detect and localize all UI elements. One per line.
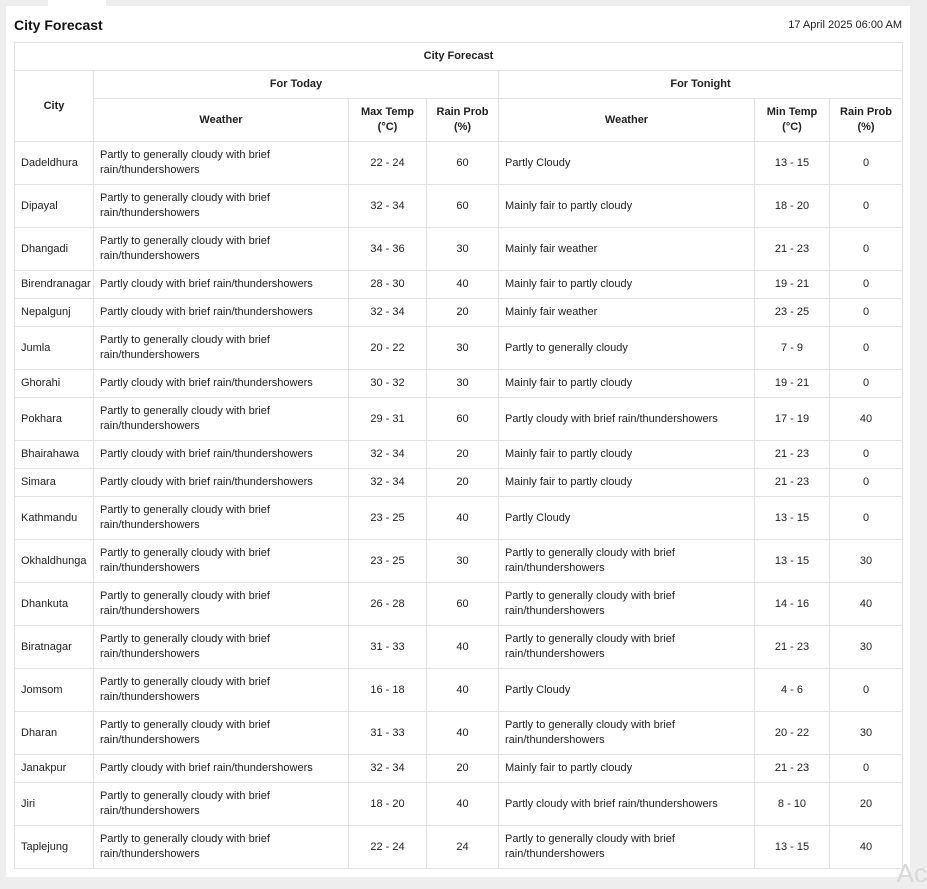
cell-city: Dharan — [15, 712, 94, 755]
table-row — [15, 441, 903, 469]
cell-tonight-weather: Partly Cloudy — [499, 497, 755, 540]
cell-tonight-rain: 0 — [830, 142, 903, 185]
min-temp-label: Min Temp — [766, 106, 818, 118]
col-header-today-rain-prob — [427, 99, 499, 142]
cell-today-weather: Partly to generally cloudy with brief rain/thundershowers — [94, 826, 349, 869]
cell-today-rain: 40 — [427, 497, 499, 540]
cell-tonight-weather: Partly Cloudy — [499, 142, 755, 185]
cell-tonight-weather: Mainly fair to partly cloudy — [499, 370, 755, 398]
cell-tonight-rain: 0 — [830, 370, 903, 398]
cell-today-weather: Partly to generally cloudy with brief rain/thundershowers — [94, 783, 349, 826]
cell-city: Bhairahawa — [15, 441, 94, 469]
cell-tonight-weather: Partly cloudy with brief rain/thundershowers — [499, 783, 755, 826]
cell-city: Jiri — [15, 783, 94, 826]
cell-tonight-weather: Mainly fair to partly cloudy — [499, 271, 755, 299]
cell-today-weather: Partly to generally cloudy with brief rain/thundershowers — [94, 142, 349, 185]
cell-tonight-rain: 30 — [830, 626, 903, 669]
cell-tonight-rain: 0 — [830, 755, 903, 783]
cell-max-temp: 31 - 33 — [349, 626, 427, 669]
max-temp-unit: (°C) — [377, 121, 398, 133]
table-row — [15, 185, 903, 228]
cell-city: Ghorahi — [15, 370, 94, 398]
cell-city: Nepalgunj — [15, 299, 94, 327]
cell-max-temp: 26 - 28 — [349, 583, 427, 626]
cell-min-temp: 4 - 6 — [755, 669, 830, 712]
cell-tonight-weather: Partly to generally cloudy with brief rain/thundershowers — [499, 626, 755, 669]
cell-today-weather: Partly to generally cloudy with brief rain/thundershowers — [94, 185, 349, 228]
col-header-city: City — [15, 71, 94, 142]
cell-max-temp: 22 - 24 — [349, 142, 427, 185]
cell-tonight-weather: Partly to generally cloudy — [499, 327, 755, 370]
table-row — [15, 755, 903, 783]
table-row — [15, 783, 903, 826]
cell-city: Jumla — [15, 327, 94, 370]
cell-min-temp: 19 - 21 — [755, 370, 830, 398]
table-caption: City Forecast — [15, 43, 903, 71]
cell-city: Taplejung — [15, 826, 94, 869]
cell-max-temp: 34 - 36 — [349, 228, 427, 271]
group-header-today: For Today — [94, 71, 499, 99]
cell-city: Dhangadi — [15, 228, 94, 271]
cell-tonight-rain: 0 — [830, 228, 903, 271]
cell-max-temp: 31 - 33 — [349, 712, 427, 755]
cell-min-temp: 20 - 22 — [755, 712, 830, 755]
forecast-datetime: 17 April 2025 06:00 AM — [788, 19, 902, 31]
tonight-rain-unit: (%) — [857, 121, 875, 133]
cell-today-rain: 40 — [427, 669, 499, 712]
cell-tonight-weather: Partly to generally cloudy with brief rain/thundershowers — [499, 712, 755, 755]
col-header-tonight-weather: Weather — [499, 99, 755, 142]
cell-today-weather: Partly to generally cloudy with brief rain/thundershowers — [94, 626, 349, 669]
cell-max-temp: 23 - 25 — [349, 540, 427, 583]
cell-tonight-weather: Mainly fair weather — [499, 299, 755, 327]
min-temp-unit: (°C) — [782, 121, 802, 133]
cell-max-temp: 23 - 25 — [349, 497, 427, 540]
col-header-today-weather: Weather — [94, 99, 349, 142]
cell-max-temp: 20 - 22 — [349, 327, 427, 370]
cell-city: Pokhara — [15, 398, 94, 441]
cell-tonight-weather: Mainly fair weather — [499, 228, 755, 271]
cell-min-temp: 21 - 23 — [755, 626, 830, 669]
cell-today-rain: 20 — [427, 469, 499, 497]
cell-tonight-rain: 0 — [830, 271, 903, 299]
table-row — [15, 583, 903, 626]
today-rain-label: Rain Prob — [436, 106, 489, 118]
cell-city: Simara — [15, 469, 94, 497]
col-header-max-temp — [349, 99, 427, 142]
cell-today-rain: 30 — [427, 540, 499, 583]
cell-min-temp: 21 - 23 — [755, 469, 830, 497]
cell-tonight-rain: 30 — [830, 712, 903, 755]
cell-today-weather: Partly to generally cloudy with brief rain/thundershowers — [94, 583, 349, 626]
table-row — [15, 370, 903, 398]
cell-today-weather: Partly to generally cloudy with brief rain/thundershowers — [94, 669, 349, 712]
cell-min-temp: 21 - 23 — [755, 228, 830, 271]
cell-max-temp: 28 - 30 — [349, 271, 427, 299]
cell-today-rain: 24 — [427, 826, 499, 869]
cell-min-temp: 14 - 16 — [755, 583, 830, 626]
cell-city: Kathmandu — [15, 497, 94, 540]
cell-max-temp: 29 - 31 — [349, 398, 427, 441]
cell-today-weather: Partly to generally cloudy with brief rain/thundershowers — [94, 712, 349, 755]
cell-max-temp: 32 - 34 — [349, 441, 427, 469]
table-row — [15, 142, 903, 185]
cell-today-weather: Partly to generally cloudy with brief rain/thundershowers — [94, 228, 349, 271]
cell-tonight-weather: Partly Cloudy — [499, 669, 755, 712]
cell-min-temp: 23 - 25 — [755, 299, 830, 327]
cell-tonight-rain: 0 — [830, 669, 903, 712]
table-row — [15, 327, 903, 370]
cell-city: Jomsom — [15, 669, 94, 712]
cell-city: Okhaldhunga — [15, 540, 94, 583]
cell-max-temp: 30 - 32 — [349, 370, 427, 398]
cell-today-rain: 60 — [427, 398, 499, 441]
cell-today-rain: 30 — [427, 228, 499, 271]
tonight-rain-label: Rain Prob — [840, 106, 892, 118]
cell-today-weather: Partly to generally cloudy with brief rain/thundershowers — [94, 398, 349, 441]
cell-min-temp: 13 - 15 — [755, 497, 830, 540]
cell-max-temp: 22 - 24 — [349, 826, 427, 869]
cell-tonight-rain: 0 — [830, 185, 903, 228]
cell-today-rain: 60 — [427, 142, 499, 185]
forecast-table — [14, 42, 903, 869]
cell-today-rain: 30 — [427, 370, 499, 398]
today-rain-unit: (%) — [453, 121, 472, 133]
cell-max-temp: 32 - 34 — [349, 469, 427, 497]
cell-today-rain: 60 — [427, 583, 499, 626]
cell-today-weather: Partly cloudy with brief rain/thundershowers — [94, 755, 349, 783]
cell-today-weather: Partly cloudy with brief rain/thundershowers — [94, 271, 349, 299]
cell-max-temp: 16 - 18 — [349, 669, 427, 712]
table-row — [15, 228, 903, 271]
table-row — [15, 669, 903, 712]
table-row — [15, 826, 903, 869]
cell-max-temp: 32 - 34 — [349, 755, 427, 783]
cell-city: Dipayal — [15, 185, 94, 228]
cell-today-rain: 20 — [427, 441, 499, 469]
table-row — [15, 540, 903, 583]
cell-city: Birendranagar — [15, 271, 94, 299]
cell-tonight-weather: Mainly fair to partly cloudy — [499, 185, 755, 228]
activation-watermark: Ac — [896, 858, 927, 888]
cell-min-temp: 8 - 10 — [755, 783, 830, 826]
cell-tonight-rain: 40 — [830, 583, 903, 626]
table-row — [15, 299, 903, 327]
cell-min-temp: 21 - 23 — [755, 755, 830, 783]
cell-min-temp: 7 - 9 — [755, 327, 830, 370]
cell-tonight-weather: Partly to generally cloudy with brief rain/thundershowers — [499, 826, 755, 869]
cell-tonight-weather: Mainly fair to partly cloudy — [499, 469, 755, 497]
cell-city: Dadeldhura — [15, 142, 94, 185]
cell-today-rain: 40 — [427, 712, 499, 755]
table-row — [15, 398, 903, 441]
cell-tonight-rain: 0 — [830, 327, 903, 370]
cell-min-temp: 13 - 15 — [755, 540, 830, 583]
cell-min-temp: 19 - 21 — [755, 271, 830, 299]
cell-min-temp: 17 - 19 — [755, 398, 830, 441]
cell-tonight-rain: 0 — [830, 469, 903, 497]
cell-tonight-weather: Partly to generally cloudy with brief rain/thundershowers — [499, 583, 755, 626]
cell-tonight-rain: 0 — [830, 497, 903, 540]
cell-city: Janakpur — [15, 755, 94, 783]
table-row — [15, 712, 903, 755]
cell-today-weather: Partly to generally cloudy with brief rain/thundershowers — [94, 327, 349, 370]
cell-city: Dhankuta — [15, 583, 94, 626]
cell-today-rain: 40 — [427, 271, 499, 299]
table-row — [15, 271, 903, 299]
cell-max-temp: 18 - 20 — [349, 783, 427, 826]
panel-header — [14, 15, 902, 37]
cell-tonight-weather: Mainly fair to partly cloudy — [499, 755, 755, 783]
cell-tonight-rain: 0 — [830, 441, 903, 469]
max-temp-label: Max Temp — [361, 106, 414, 118]
cell-today-weather: Partly cloudy with brief rain/thundershowers — [94, 469, 349, 497]
cell-today-weather: Partly to generally cloudy with brief rain/thundershowers — [94, 497, 349, 540]
cell-min-temp: 13 - 15 — [755, 826, 830, 869]
cell-today-rain: 60 — [427, 185, 499, 228]
cell-today-weather: Partly cloudy with brief rain/thundershowers — [94, 370, 349, 398]
cell-today-rain: 40 — [427, 783, 499, 826]
cell-today-rain: 20 — [427, 755, 499, 783]
cell-tonight-rain: 40 — [830, 398, 903, 441]
cell-tonight-rain: 30 — [830, 540, 903, 583]
cell-today-weather: Partly to generally cloudy with brief rain/thundershowers — [94, 540, 349, 583]
cell-today-rain: 40 — [427, 626, 499, 669]
panel-title: City Forecast — [14, 17, 103, 33]
cell-tonight-rain: 20 — [830, 783, 903, 826]
col-header-tonight-rain-prob — [830, 99, 903, 142]
cell-today-weather: Partly cloudy with brief rain/thundershowers — [94, 299, 349, 327]
cell-max-temp: 32 - 34 — [349, 185, 427, 228]
cell-tonight-weather: Partly to generally cloudy with brief rain/thundershowers — [499, 540, 755, 583]
cell-today-weather: Partly cloudy with brief rain/thundershowers — [94, 441, 349, 469]
cell-tonight-rain: 40 — [830, 826, 903, 869]
cell-city: Biratnagar — [15, 626, 94, 669]
table-row — [15, 469, 903, 497]
cell-min-temp: 18 - 20 — [755, 185, 830, 228]
cell-tonight-weather: Partly cloudy with brief rain/thundershowers — [499, 398, 755, 441]
cell-min-temp: 21 - 23 — [755, 441, 830, 469]
group-header-tonight: For Tonight — [499, 71, 903, 99]
city-forecast-panel — [6, 6, 910, 877]
cell-min-temp: 13 - 15 — [755, 142, 830, 185]
cell-today-rain: 20 — [427, 299, 499, 327]
cell-max-temp: 32 - 34 — [349, 299, 427, 327]
cell-today-rain: 30 — [427, 327, 499, 370]
table-row — [15, 626, 903, 669]
cell-tonight-rain: 0 — [830, 299, 903, 327]
col-header-min-temp — [755, 99, 830, 142]
cell-tonight-weather: Mainly fair to partly cloudy — [499, 441, 755, 469]
table-row — [15, 497, 903, 540]
